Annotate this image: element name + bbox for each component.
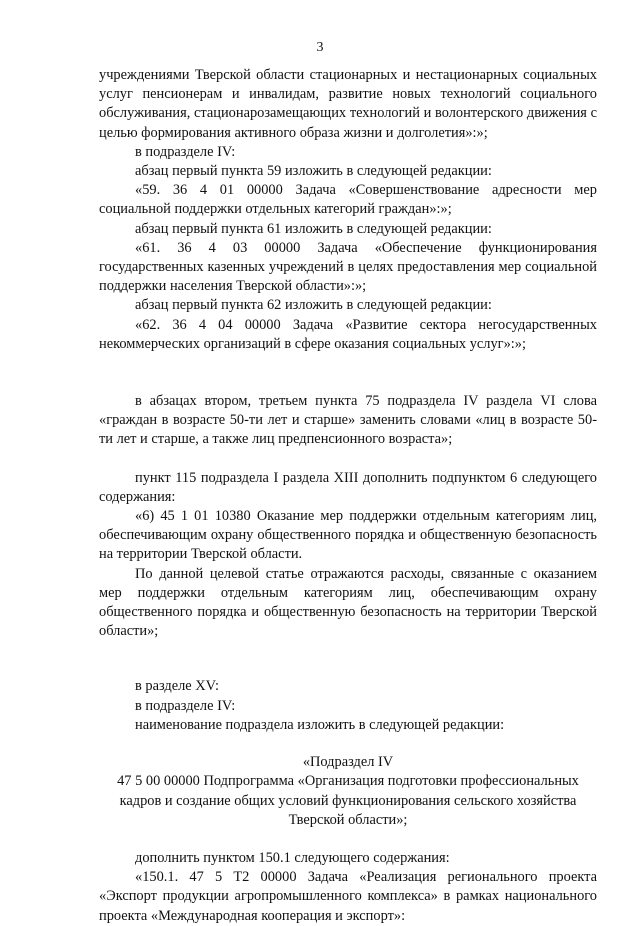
page-number: 3: [316, 40, 324, 55]
paragraph-point-62-intro: абзац первый пункта 62 изложить в следующей редакции:: [135, 297, 492, 314]
subsection-title: 47 5 00 00000 Подпрограмма «Организация подготовки профессиональных кадров и создание общих условий функционирования сельского хозяйства Тверской области»;: [117, 773, 579, 828]
paragraph-subpoint-6: «6) 45 1 01 10380 Оказание мер поддержки отдельным категориям лиц, обеспечивающим охрану общественного порядка и общественную безопасность на территории Тверской области.: [99, 508, 597, 563]
paragraph-rename-subsection: наименование подраздела изложить в следующей редакции:: [135, 716, 505, 733]
paragraph-point-59-text: «59. 36 4 01 00000 Задача «Совершенствование адресности мер социальной поддержки отдельных категорий граждан»:»;: [99, 182, 597, 218]
document-body: [99, 66, 597, 926]
paragraph-point-61-intro: абзац первый пункта 61 изложить в следующей редакции:: [135, 220, 492, 237]
paragraph-point-59-intro: абзац первый пункта 59 изложить в следующей редакции:: [135, 163, 492, 180]
paragraph-section-xv: в разделе XV:: [135, 678, 219, 695]
paragraph-subsection-iv: в подразделе IV:: [135, 143, 236, 160]
subsection-heading: «Подраздел IV: [302, 754, 394, 771]
paragraph-point-115-intro: пункт 115 подраздела I раздела XIII дополнить подпунктом 6 следующего содержания:: [99, 469, 597, 505]
paragraph-point-150-1-text: «150.1. 47 5 Т2 00000 Задача «Реализация регионального проекта «Экспорт продукции агропромышленного комплекса» в рамках национального проекта «Международная кооперация и экспорт»:: [99, 869, 597, 924]
paragraph-continuation: учреждениями Тверской области стационарных и нестационарных социальных услуг пенсионерам и инвалидам, развитие новых технологий социального обслуживания, стационарозамещающих технологий и волонтерского движения с целью формирования активного образа жизни и долголетия»:»;: [99, 67, 597, 141]
paragraph-subpoint-6-description: По данной целевой статье отражаются расходы, связанные с оказанием мер поддержки отдельным категориям лиц, обеспечивающим охрану общественного порядка и общественную безопасность на территории Тверской области»;: [99, 565, 597, 640]
paragraph-point-62-text: «62. 36 4 04 00000 Задача «Развитие сектора негосударственных некоммерческих организаций в сфере оказания социальных услуг»:»;: [99, 316, 597, 352]
paragraph-point-75-amendment: в абзацах втором, третьем пункта 75 подраздела IV раздела VI слова «граждан в возрасте 50-ти лет и старше» заменить словами «лиц в возрасте 50-ти лет и старше, а также лиц предпенсионного возраста»;: [99, 393, 597, 448]
paragraph-point-150-1-intro: дополнить пунктом 150.1 следующего содержания:: [135, 849, 450, 866]
paragraph-section-xv-subsection-iv: в подразделе IV:: [135, 697, 236, 714]
paragraph-point-61-text: «61. 36 4 03 00000 Задача «Обеспечение функционирования государственных казенных учреждений в целях предоставления мер социальной поддержки населения Тверской области»:»;: [99, 239, 597, 295]
